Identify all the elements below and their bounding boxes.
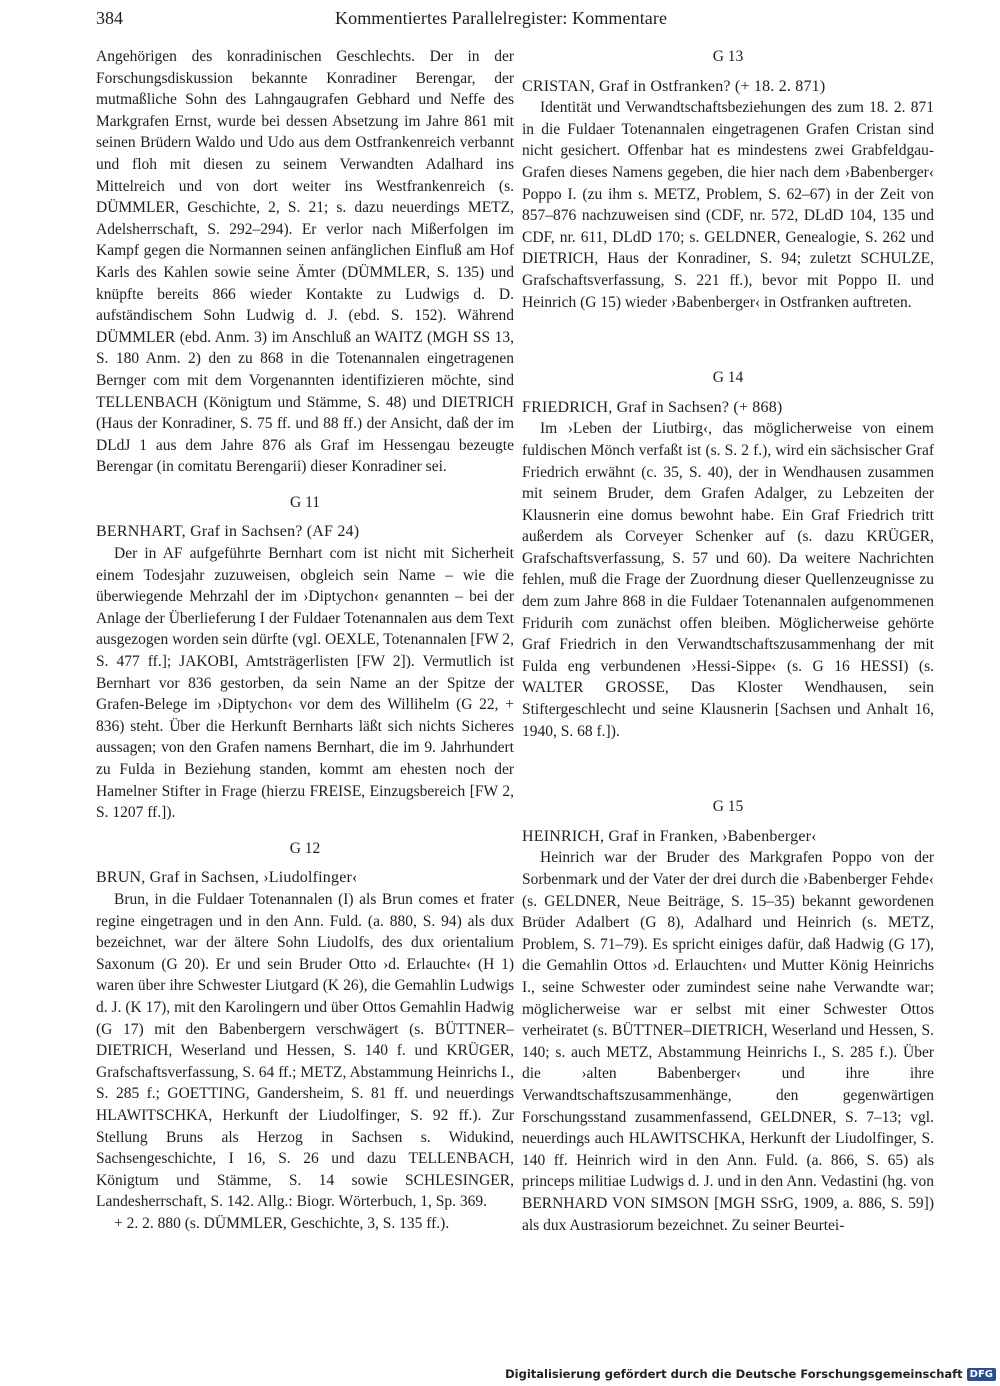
entry-code-g13: G 13 — [712, 48, 744, 65]
spacer — [522, 742, 934, 782]
entry-code-g14: G 14 — [712, 369, 744, 387]
entry-heading-g12: BRUN, Graf in Sachsen, ›Liudolfinger‹ — [96, 869, 358, 887]
entry-text-g13: Identität und Verwandtschaftsbeziehungen des zum 18. 2. 871 in die Fuldaer Totenannalen eingetragenen Grafen Cristan sind nicht gesichert. Offenbar hat es mindestens zwei Grabfeldgau-Grafen dieses Namens gegeben, die hier nach dem ›Babenberger‹ Poppo I. (zu ihm s. METZ, Problem, S. 62–67) in der Zeit von 857–876 nachzuweisen sind (CDF, nr. 572, DLdD 104, 135 und CDF, nr. 611, DLdD 170; s. GELDNER, Genealogie, S. 262 und DIETRICH, Haus der Konradiner, S. 94; zuletzt SCHULZE, Grafschaftsverfassung, S. 221 ff.), bevor mit Poppo II. und Heinrich (G 15) wieder ›Babenberger‹ in Ostfranken auftreten. — [522, 99, 934, 311]
entry-heading-g13: CRISTAN, Graf in Ostfranken? (+ 18. 2. 871) — [522, 77, 826, 95]
entry-code-g11: G 11 — [290, 493, 320, 511]
running-title: Kommentiertes Parallelregister: Kommentare — [335, 8, 668, 28]
entry-text-g15: Heinrich war der Bruder des Markgrafen Poppo von der Sorbenmark und der Vater der drei durch die ›Babenberger Fehde‹ (s. GELDNER, Neue Beiträge, S. 15–35) bekannt gewordenen Brüder Adalbert (G 8), Adalhard und Heinrich (s. METZ, Problem, S. 71–79). Es spricht einiges dafür, daß Hadwig (G 17), die Gemahlin Ottos ›d. Erlauchten‹ und Mutter König Heinrichs I., seine Schwester oder zumindest seine nahe Verwandte war; möglicherweise war er selbst mit einer Schwester Ottos verheiratet (s. BÜTTNER–DIETRICH, Weserland und Hessen, S. 140; s. auch METZ, Abstammung Heinrichs I., S. 285 f.). Über die ›alten Babenberger‹ und ihre ihre Verwandtschaftszusammenhänge, den gegenwärtigen Forschungsstand zusammenfassend, GELDNER, S. 7–13; vgl. neuerdings auch HLAWITSCHKA, Herkunft der Liudolfinger, S. 140 ff. Heinrich wird in den Ann. Fuld. (a. 866, S. 65) als princeps militiae Ludwigs d. J. und in den Ann. Vedastini (hg. von BERNHARD VON SIMSON [MGH SSrG, 1909, a. 886, S. 59]) als dux Austrasiorum bezeichnet. Zu seiner Beurtei- — [522, 849, 934, 1234]
footer-credit — [505, 1364, 996, 1384]
right-column — [522, 46, 934, 1236]
left-column — [96, 46, 514, 1234]
spacer — [522, 313, 934, 353]
page-number: 384 — [96, 8, 123, 28]
dfg-logo: DFG — [967, 1368, 996, 1381]
entry-death-g12: + 2. 2. 880 (s. DÜMMLER, Geschichte, 3, S. 135 ff.). — [114, 1214, 450, 1232]
entry-code-g12: G 12 — [289, 839, 321, 857]
entry-text-g14: Im ›Leben der Liutbirg‹, das möglicherweise von einem fuldischen Mönch verfaßt ist (s. S. 2 f.), wird ein sächsischer Graf Friedrich erwähnt (c. 35, S. 40), der in Wendhausen zusammen mit seinem Bruder, dem Grafen Adalger, zu Lebzeiten der Klausnerin eine domus bewohnt habe. Ein Graf Friedrich tritt außerdem als Corveyer Schenker auf (s. dazu KRÜGER, Grafschaftsverfassung, S. 57 und 60). Da weitere Nachrichten fehlen, muß die Frage der Zuordnung dieser Quellenzeugnisse zu dem zum Jahre 868 in die Fuldaer Totenannalen aufgenommenen Fridurih com zunächst offen bleiben. Möglicherweise gehörte Graf Friedrich in den Verwandtschaftszusammenhang der mit Fulda eng verbundenen ›Hessi-Sippe‹ (s. G 16 HESSI) (s. WALTER GROSSE, Das Kloster Wendhausen, sein Stiftergeschlecht und seine Klausnerin [Sachsen und Anhalt 16, 1940, S. 68 f.]). — [522, 420, 934, 740]
entry-text-g12: Brun, in die Fuldaer Totenannalen (I) als Brun comes et frater regine eingetragen und in den Ann. Fuld. (a. 880, S. 94) als dux bezeichnet, war der ältere Sohn Liudolfs, des dux orientalium Saxonum (G 20). Er und sein Bruder Otto ›d. Erlauchte‹ (H 1) waren über ihre Schwester Liutgard (K 26), die Gemahlin Ludwigs d. J. (K 17), mit den Karolingern und über Ottos Gemahlin Hadwig (G 17) mit den Babenbergern verschwägert (s. BÜTTNER–DIETRICH, Weserland und Hessen, S. 140 f. und KRÜGER, Grafschaftsverfassung, S. 64 ff.; METZ, Abstammung Heinrichs I., S. 285 f.; GOETTING, Gandersheim, S. 81 ff. und neuerdings HLAWITSCHKA, Herkunft der Liudolfinger, S. 92 ff.). Zur Stellung Bruns als Herzog in Sachsen s. Widukind, Sachsengeschichte, I 16, S. 26 und dazu TELLENBACH, Königtum und Stämme, S. 14 sowie SCHLESINGER, Landesherrschaft, S. 142. Allg.: Biogr. Wörterbuch, 1, Sp. 369. — [96, 890, 514, 1211]
footer-text: Digitalisierung gefördert durch die Deutsche Forschungsgemeinschaft — [505, 1367, 963, 1381]
entry-heading-g15: HEINRICH, Graf in Franken, ›Babenberger‹ — [522, 827, 817, 845]
intro-paragraph: Angehörigen des konradinischen Geschlechts. Der in der Forschungsdiskussion bekannte Konradiner Berengar, der mutmaßliche Sohn des Lahngaugrafen Gebhard und Neffe des Markgrafen Ernst, wurde bei dessen Absetzung im Jahre 861 mit seinen Brüdern Waldo und Udo aus dem Ostfrankenreich verbannt und floh mit diesen zu seinem Verwandten Adalhard ins Mittelreich und von dort weiter ins Westfrankenreich (s. DÜMMLER, Geschichte, 2, S. 21; s. dazu neuerdings METZ, Adelsherrschaft, S. 292–294). Er verlor nach Mißerfolgen im Kampf gegen die Normannen seinen anfänglichen Einfluß am Hof Karls des Kahlen sowie seine Ämter (DÜMMLER, S. 135) und knüpfte bereits 866 wieder Kontakte zu Ludwigs d. D. aufständischem Sohn Ludwig d. J. (ebd. S. 152). Während DÜMMLER (ebd. Anm. 3) im Anschluß an WAITZ (MGH SS 13, S. 180 Anm. 2) den zu 868 in die Totenannalen eingetragenen Bernger com mit dem Vorgenannten identifizieren möchte, sind TELLENBACH (Königtum und Stämme, S. 48) und DIETRICH (Haus der Konradiner, S. 75 ff. und 88 ff.) der Ansicht, daß der im DLdJ 1 aus dem Jahre 876 als Graf im Hessengau bezeugte Berengar (in comitatu Berengarii) dieser Konradiner sei. — [96, 48, 514, 476]
entry-text-g11: Der in AF aufgeführte Bernhart com ist nicht mit Sicherheit einem Todesjahr zuzuweisen, obgleich sein Name – wie die überwiegende Mehrzahl der im ›Diptychon‹ genannten – bei der Anlage der Überlieferung I der Fuldaer Totenannalen aus dem Text ausgezogen worden sein dürfte (vgl. OEXLE, Totenannalen [FW 2, S. 477 ff.]; JAKOBI, Amtsträgerlisten [FW 2]). Vermutlich ist Bernhart vor 836 gestorben, da sein Name an der Spitze der Grafen-Belege im ›Diptychon‹ vor dem des Willihelm (G 22, + 836) steht. Über die Herkunft Bernharts läßt sich nichts Sicheres aussagen; von den Grafen namens Bernhart, die im 9. Jahrhundert zu Fulda in Beziehung standen, kommt am ehesten noch der Hamelner Stifter in Frage (hierzu FREISE, Einzugsbereich [FW 2, S. 1207 ff.]). — [96, 545, 515, 822]
entry-heading-g11: BERNHART, Graf in Sachsen? (AF 24) — [96, 523, 360, 541]
entry-code-g15: G 15 — [712, 798, 744, 816]
entry-heading-g14: FRIEDRICH, Graf in Sachsen? (+ 868) — [522, 398, 783, 416]
